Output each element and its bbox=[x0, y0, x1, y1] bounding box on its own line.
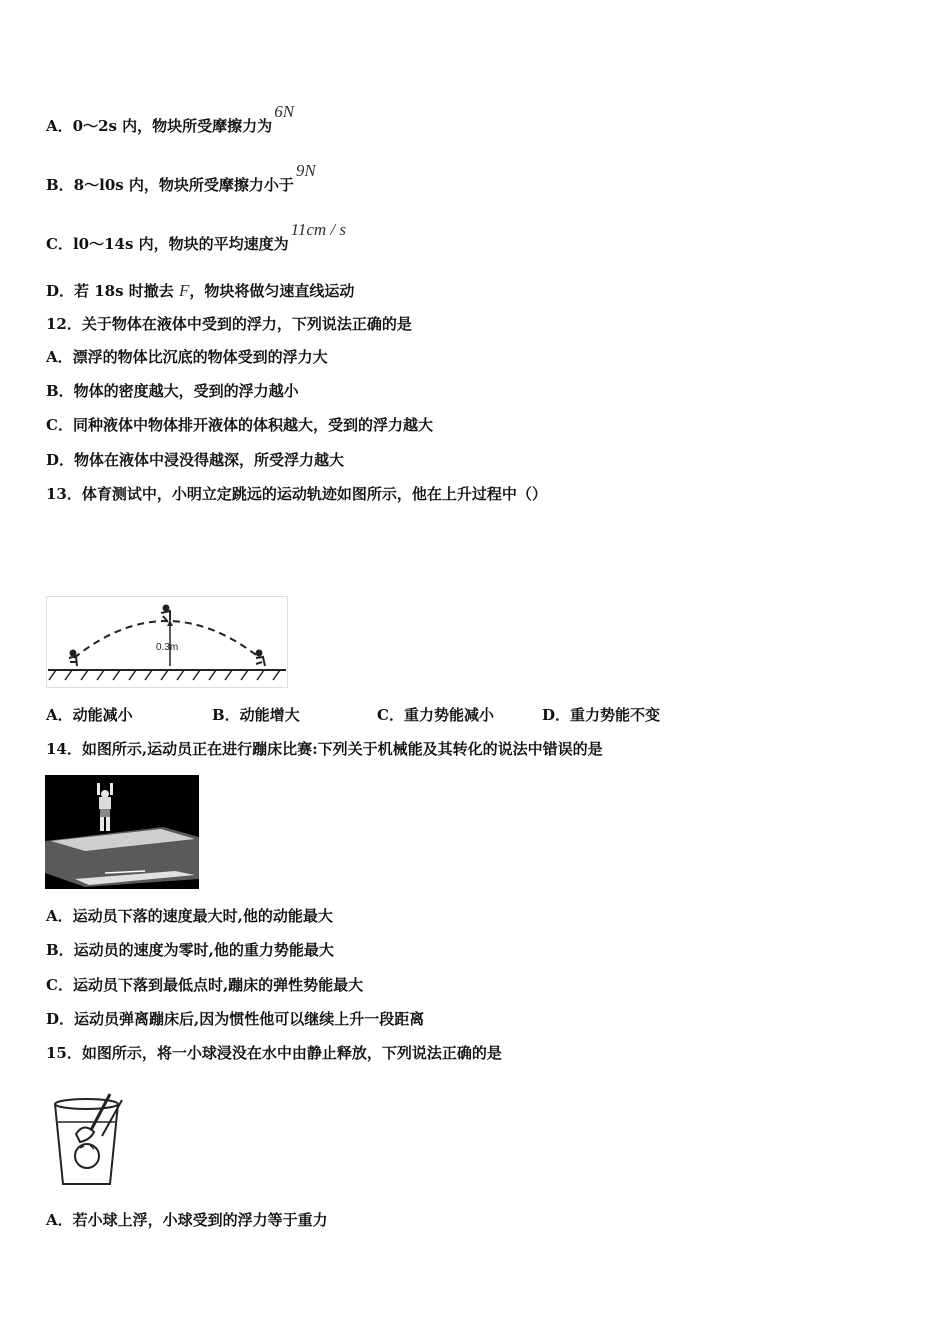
q11-option-d-math: F bbox=[179, 281, 190, 300]
q12-option-a: A．漂浮的物体比沉底的物体受到的浮力大 bbox=[46, 348, 328, 366]
q11-option-d bbox=[46, 281, 354, 301]
q11-option-a-math: 6N bbox=[274, 102, 295, 121]
height-label: 0.3m bbox=[156, 642, 179, 653]
q14-stem: 14．如图所示,运动员正在进行蹦床比赛:下列关于机械能及其转化的说法中错误的是 bbox=[46, 740, 603, 758]
q15-option-a: A．若小球上浮，小球受到的浮力等于重力 bbox=[46, 1211, 328, 1229]
q12-option-d: D．物体在液体中浸没得越深，所受浮力越大 bbox=[46, 451, 345, 469]
q12-stem: 12．关于物体在液体中受到的浮力，下列说法正确的是 bbox=[46, 315, 412, 333]
trampoline-athlete-figure bbox=[45, 775, 199, 889]
q11-option-c bbox=[46, 220, 347, 254]
q15-stem: 15．如图所示，将一小球浸没在水中由静止释放，下列说法正确的是 bbox=[46, 1044, 502, 1062]
q11-option-c-math: 11cm / s bbox=[290, 220, 347, 239]
q11-option-d-text-2: ，物块将做匀速直线运动 bbox=[189, 282, 355, 300]
q14-option-a: A．运动员下落的速度最大时,他的动能最大 bbox=[46, 907, 333, 925]
q11-option-a bbox=[46, 102, 295, 136]
q11-option-c-text: C．l0～14s 内，物块的平均速度为 bbox=[46, 235, 289, 253]
q13-option-b: B．动能增大 bbox=[212, 706, 300, 724]
q11-option-b-math: 9N bbox=[295, 161, 316, 180]
q14-option-d: D．运动员弹离蹦床后,因为惯性他可以继续上升一段距离 bbox=[46, 1010, 425, 1028]
q14-option-c: C．运动员下落到最低点时,蹦床的弹性势能最大 bbox=[46, 976, 364, 994]
q12-option-c: C．同种液体中物体排开液体的体积越大，受到的浮力越大 bbox=[46, 416, 433, 434]
ball-in-water-cup-figure bbox=[50, 1092, 130, 1188]
q11-option-a-text: A．0～2s 内，物块所受摩擦力为 bbox=[46, 117, 273, 135]
q11-option-d-text-1: D．若 18s 时撤去 bbox=[46, 282, 174, 300]
q13-option-a: A．动能减小 bbox=[46, 706, 133, 724]
q11-option-b bbox=[46, 161, 316, 195]
long-jump-trajectory-figure bbox=[46, 596, 288, 688]
q12-option-b: B．物体的密度越大，受到的浮力越小 bbox=[46, 382, 299, 400]
q13-option-d: D．重力势能不变 bbox=[542, 706, 661, 724]
q13-stem: 13．体育测试中，小明立定跳远的运动轨迹如图所示，他在上升过程中（） bbox=[46, 485, 547, 503]
q14-option-b: B．运动员的速度为零时,他的重力势能最大 bbox=[46, 941, 334, 959]
q13-option-c: C．重力势能减小 bbox=[377, 706, 494, 724]
q11-option-b-text: B．8～l0s 内，物块所受摩擦力小于 bbox=[46, 176, 294, 194]
